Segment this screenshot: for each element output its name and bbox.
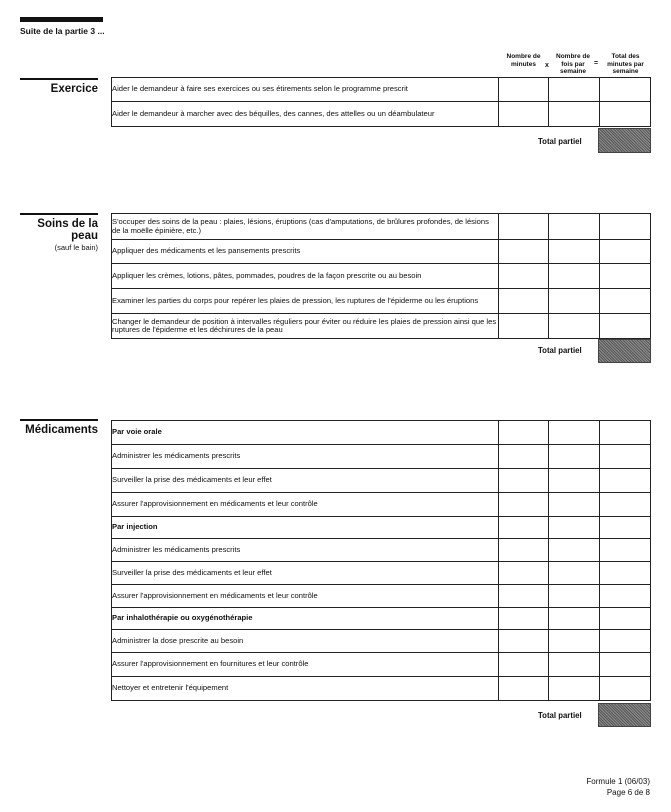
frequency-cell[interactable] <box>549 653 600 677</box>
equals-operator: = <box>594 60 599 67</box>
minutes-cell[interactable] <box>499 493 549 517</box>
task-description: Appliquer des médicaments et les pansements prescrits <box>112 240 499 264</box>
section-rule-exercice <box>20 78 98 80</box>
task-description: Administrer la dose prescrite au besoin <box>112 630 499 653</box>
frequency-cell[interactable] <box>549 264 600 289</box>
table-row <box>112 539 651 562</box>
minutes-cell[interactable] <box>499 630 549 653</box>
frequency-cell[interactable] <box>549 445 600 469</box>
table-row <box>112 653 651 677</box>
minutes-cell[interactable] <box>499 214 549 240</box>
frequency-cell[interactable] <box>549 214 600 240</box>
table-row <box>112 102 651 127</box>
task-description: Surveiller la prise des médicaments et leur effet <box>112 562 499 585</box>
subtotal-label-soins: Total partiel <box>538 346 582 355</box>
frequency-cell[interactable] <box>549 677 600 701</box>
table-row <box>112 289 651 314</box>
total-cell[interactable] <box>600 493 651 517</box>
total-cell[interactable] <box>600 214 651 240</box>
task-description: Assurer l'approvisionnement en médicaments et leur contrôle <box>112 585 499 608</box>
page-number: Page 6 de 8 <box>606 788 650 797</box>
table-row <box>112 421 651 445</box>
total-cell[interactable] <box>600 264 651 289</box>
task-description: Assurer l'approvisionnement en fournitures et leur contrôle <box>112 653 499 677</box>
task-description: Appliquer les crèmes, lotions, pâtes, pommades, poudres de la façon prescrite ou au besoin <box>112 264 499 289</box>
table-row <box>112 630 651 653</box>
subheading-inhalotherapie: Par inhalothérapie ou oxygénothérapie <box>112 608 499 630</box>
frequency-cell <box>549 608 600 630</box>
frequency-cell[interactable] <box>549 102 600 127</box>
frequency-cell[interactable] <box>549 78 600 102</box>
frequency-cell[interactable] <box>549 539 600 562</box>
table-row <box>112 78 651 102</box>
total-cell <box>600 517 651 539</box>
multiply-operator: x <box>545 62 549 69</box>
minutes-cell[interactable] <box>499 677 549 701</box>
column-header-total-minutes: Total des minutes par semaine <box>607 53 644 75</box>
task-description: Examiner les parties du corps pour repérer les plaies de pression, les ruptures de l'épiderme ou les éruptions <box>112 289 499 314</box>
medicaments-table <box>111 420 651 701</box>
section-title-soins <box>20 218 98 242</box>
section-title-exercice: Exercice <box>50 83 98 95</box>
total-cell[interactable] <box>600 102 651 127</box>
total-cell <box>600 608 651 630</box>
minutes-cell[interactable] <box>499 102 549 127</box>
subtotal-box-soins <box>598 339 651 363</box>
table-row <box>112 677 651 701</box>
minutes-cell <box>499 517 549 539</box>
top-rule <box>20 17 103 22</box>
minutes-cell[interactable] <box>499 240 549 264</box>
total-cell[interactable] <box>600 630 651 653</box>
total-cell[interactable] <box>600 539 651 562</box>
total-cell[interactable] <box>600 314 651 339</box>
subheading-injection: Par injection <box>112 517 499 539</box>
table-row <box>112 517 651 539</box>
frequency-cell <box>549 517 600 539</box>
total-cell[interactable] <box>600 562 651 585</box>
minutes-cell <box>499 421 549 445</box>
section-subtitle-soins: (sauf le bain) <box>54 243 98 252</box>
section-title-soins-line2: peau <box>71 230 98 242</box>
table-row <box>112 562 651 585</box>
frequency-cell[interactable] <box>549 469 600 493</box>
section-title-medicaments: Médicaments <box>25 424 98 436</box>
section-title-soins-line1: Soins de la <box>37 218 98 230</box>
section-rule-medicaments <box>20 419 98 421</box>
task-description: Nettoyer et entretenir l'équipement <box>112 677 499 701</box>
table-row <box>112 493 651 517</box>
table-row <box>112 240 651 264</box>
continuation-label: Suite de la partie 3 ... <box>20 26 105 36</box>
total-cell[interactable] <box>600 240 651 264</box>
total-cell[interactable] <box>600 469 651 493</box>
table-row <box>112 214 651 240</box>
table-row <box>112 608 651 630</box>
table-row <box>112 314 651 339</box>
table-row <box>112 445 651 469</box>
subheading-oral: Par voie orale <box>112 421 499 445</box>
task-description: Changer le demandeur de position à intervalles réguliers pour éviter ou réduire les plaies de pression ainsi que les ruptures de l'épiderme et les déchirures de la peau <box>112 314 499 339</box>
subtotal-box-medicaments <box>598 703 651 727</box>
frequency-cell <box>549 421 600 445</box>
frequency-cell[interactable] <box>549 289 600 314</box>
column-header-times-per-week: Nombre de fois par semaine <box>556 53 590 75</box>
total-cell[interactable] <box>600 289 651 314</box>
total-cell[interactable] <box>600 585 651 608</box>
subtotal-box-exercice <box>598 128 651 153</box>
column-header-minutes: Nombre de minutes <box>506 53 541 68</box>
total-cell[interactable] <box>600 677 651 701</box>
minutes-cell[interactable] <box>499 539 549 562</box>
total-cell[interactable] <box>600 78 651 102</box>
frequency-cell[interactable] <box>549 562 600 585</box>
frequency-cell[interactable] <box>549 493 600 517</box>
minutes-cell[interactable] <box>499 585 549 608</box>
task-description: S'occuper des soins de la peau : plaies, lésions, éruptions (cas d'amputations, de brûlures profondes, de lésions de la moëlle épinière, etc.) <box>112 214 499 240</box>
minutes-cell[interactable] <box>499 314 549 339</box>
section-rule-soins <box>20 213 98 215</box>
minutes-cell[interactable] <box>499 653 549 677</box>
total-cell[interactable] <box>600 445 651 469</box>
soins-table <box>111 213 651 339</box>
subtotal-label-medicaments: Total partiel <box>538 711 582 720</box>
frequency-cell[interactable] <box>549 240 600 264</box>
minutes-cell <box>499 608 549 630</box>
task-description: Administrer les médicaments prescrits <box>112 445 499 469</box>
table-row <box>112 585 651 608</box>
frequency-cell[interactable] <box>549 630 600 653</box>
task-description: Aider le demandeur à marcher avec des béquilles, des cannes, des attelles ou un déambulateur <box>112 102 499 127</box>
total-cell[interactable] <box>600 653 651 677</box>
frequency-cell[interactable] <box>549 314 600 339</box>
minutes-cell[interactable] <box>499 289 549 314</box>
task-description: Surveiller la prise des médicaments et leur effet <box>112 469 499 493</box>
frequency-cell[interactable] <box>549 585 600 608</box>
minutes-cell[interactable] <box>499 562 549 585</box>
table-row <box>112 469 651 493</box>
minutes-cell[interactable] <box>499 78 549 102</box>
minutes-cell[interactable] <box>499 445 549 469</box>
exercice-table <box>111 77 651 127</box>
form-number: Formule 1 (06/03) <box>586 777 650 786</box>
task-description: Administrer les médicaments prescrits <box>112 539 499 562</box>
total-cell <box>600 421 651 445</box>
task-description: Aider le demandeur à faire ses exercices ou ses étirements selon le programme prescrit <box>112 78 499 102</box>
subtotal-label-exercice: Total partiel <box>538 137 582 146</box>
table-row <box>112 264 651 289</box>
task-description: Assurer l'approvisionnement en médicaments et leur contrôle <box>112 493 499 517</box>
minutes-cell[interactable] <box>499 264 549 289</box>
minutes-cell[interactable] <box>499 469 549 493</box>
